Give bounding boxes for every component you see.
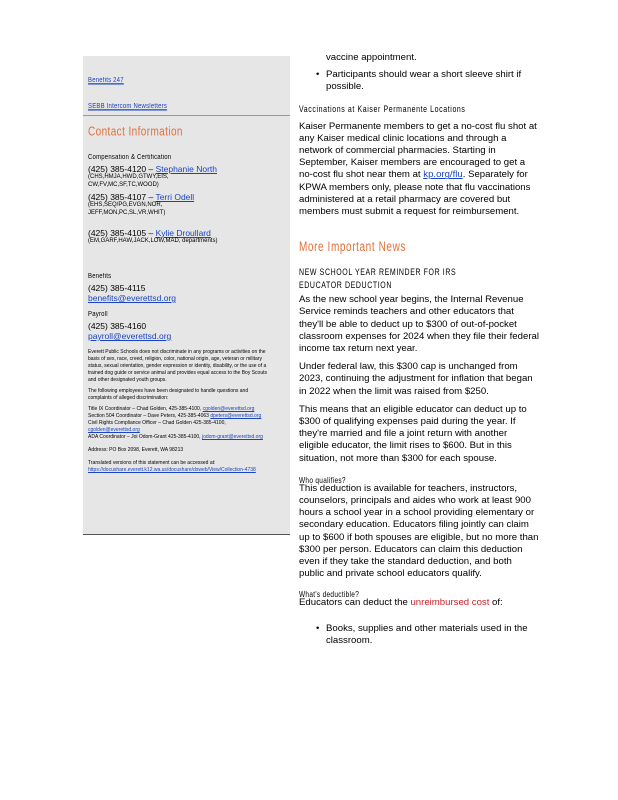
list-item: • Books, supplies and other materials used in the classroom. — [299, 623, 539, 647]
designee — [88, 406, 273, 413]
intro-line: vaccine appointment. — [326, 52, 417, 63]
main-column — [299, 52, 539, 647]
paragraph: Under federal law, this $300 cap is unchanged from 2023, continuing the adjustment for inflation that began in 2022 when the limit was raised from $250. — [299, 361, 533, 397]
paragraph: This means that an eligible educator can deduct up to $300 of qualifying expenses paid during the year. If they're married and file a joint return with another eligible educator, the limit rises to $600. But in this situation, not more than $300 for each spouse. — [299, 403, 527, 464]
designees-intro: The following employees have been designated to handle questions and complaints of alleged discrimination: — [88, 388, 249, 401]
sebb-newsletters-link[interactable]: SEBB Intercom Newsletters — [88, 103, 168, 111]
list-item: • Participants should wear a short sleeve shirt if possible. — [299, 69, 539, 93]
translated-link[interactable]: https://docushare.everett.k12.wa.us/docushare/dsweb/View/Collection-4738 — [88, 467, 256, 473]
contact-codes: (EHS,SEQ/PG,EVGN,NOR, JEFF,MON,PC,SL,VR,WHIT) — [88, 202, 166, 216]
contact-compensation — [88, 145, 288, 189]
kaiser-heading: Vaccinations at Kaiser Permanente Locations — [299, 105, 466, 115]
address: Address: PO Box 2098, Everett, WA 98213 — [88, 447, 184, 453]
text: of: — [489, 596, 503, 608]
kp-flu-link[interactable]: kp.org/flu — [423, 169, 463, 181]
nav-links — [88, 68, 288, 86]
contact-codes: (CHS,HMJA,HWD,GTWY,EIS, CW,FV,MC,SF,TC,WOOD) — [88, 174, 169, 188]
benefits-email-link[interactable]: benefits@everettsd.org — [88, 293, 177, 303]
designee-phone: 425-385-4100, — [168, 406, 202, 412]
designee-role: Section 504 Coordinator – Dave Peters, 425-385-4063 — [88, 413, 209, 419]
contact-title: Compensation & Certification — [88, 154, 172, 162]
contact-phone: (425) 385-4105 – — [88, 228, 156, 238]
benefits-title: Benefits — [88, 273, 112, 281]
whats-heading: What's deductible? — [299, 590, 360, 600]
contact-heading: Contact Information — [88, 125, 183, 140]
news-heading: More Important News — [299, 240, 406, 256]
designee — [88, 420, 273, 434]
contact-name-link[interactable]: Stephanie North — [155, 164, 218, 174]
kaiser-text-cont: . Separately for KPWA members only, please note that flu vaccinations administered at a retail pharmacy are covered but members must submit a request for reimbursement. — [299, 169, 531, 218]
payroll-contact — [88, 302, 288, 341]
designee — [88, 434, 273, 441]
kaiser-paragraph — [299, 121, 539, 219]
text: Educators can deduct the — [299, 596, 411, 608]
disclaimer-text: Everett Public Schools does not discriminate in any programs or activities on the basis of sex, race, creed, religion, color, national origin, age, veteran or military status, sexual orientation, gender expression or identity, disability, or the use of a trained dog guide or service animal and provides equal access to the Boy Scouts and other designated youth groups. — [88, 349, 267, 383]
contact-3 — [88, 228, 288, 246]
designee-email-link[interactable]: dpeters@everettsd.org — [210, 413, 262, 419]
irs-heading-2: EDUCATOR DEDUCTION — [299, 281, 392, 291]
designee-role: ADA Coordinator – Joi Odom-Grant 425-385-4100, — [88, 434, 201, 440]
contact-name-link[interactable]: Kylie Droullard — [155, 228, 211, 238]
unreimbursed-cost-text: unreimbursed cost — [410, 596, 490, 608]
contact-phone: (425) 385-4107 – — [88, 192, 156, 202]
paragraph: This deduction is available for teachers, instructors, counselors, principals and aides who work at least 900 hours a school year in a school providing elementary or secondary education. Educators filing jointly can claim up to $600 if both spouses are eligible, but no more than $300 per person. Educators can claim this deduction even if they take the standard deduction, and both public and private school educators qualify. — [299, 482, 539, 580]
translated-note: Translated versions of this statement can be accessed at: — [88, 460, 216, 466]
designee-role: Title IX Coordinator – Chad Golden, — [88, 406, 168, 412]
who-heading: Who qualifies? — [299, 476, 346, 486]
contact-codes: (EM,GARF,HAW,JACK,LOW,MAD, departments) — [88, 238, 218, 244]
paragraph: As the new school year begins, the Internal Revenue Service reminds teachers and other educators that they'll be able to deduct up to $300 of out-of-pocket classroom expenses for 2024 when they file their federal income tax return next year. — [299, 294, 539, 355]
payroll-phone: (425) 385-4160 — [88, 321, 147, 331]
benefits-phone: (425) 385-4115 — [88, 283, 146, 293]
contact-2 — [88, 192, 288, 217]
divider — [83, 115, 290, 116]
benefits-247-link[interactable]: Benefits 247 — [88, 77, 124, 85]
designee-role: Civil Rights Compliance Officer – Chad Golden 425-385-4100, — [88, 420, 226, 426]
designee — [88, 413, 273, 420]
disclaimer — [88, 349, 273, 474]
payroll-email-link[interactable]: payroll@everettsd.org — [88, 331, 172, 341]
designee-email-link[interactable]: cgolden@everettsd.org — [88, 427, 140, 433]
sidebar — [83, 56, 290, 535]
designee-email-link[interactable]: jodom-grant@everettsd.org — [201, 434, 263, 440]
payroll-title: Payroll — [88, 311, 108, 319]
irs-heading: NEW SCHOOL YEAR REMINDER FOR IRS — [299, 268, 457, 278]
designee-email-link[interactable]: cgolden@everettsd.org — [202, 406, 255, 412]
contact-phone: (425) 385-4120 – — [88, 164, 156, 174]
benefits-contact — [88, 264, 288, 303]
contact-name-link[interactable]: Terri Odell — [155, 192, 195, 202]
kaiser-text: Kaiser Permanente members to get a no-cost flu shot at any Kaiser medical clinic locations and through a network of commercial pharmacies. Starting in September, Kaiser members are encouraged to get a no-cost flu shot near them at — [299, 120, 537, 181]
